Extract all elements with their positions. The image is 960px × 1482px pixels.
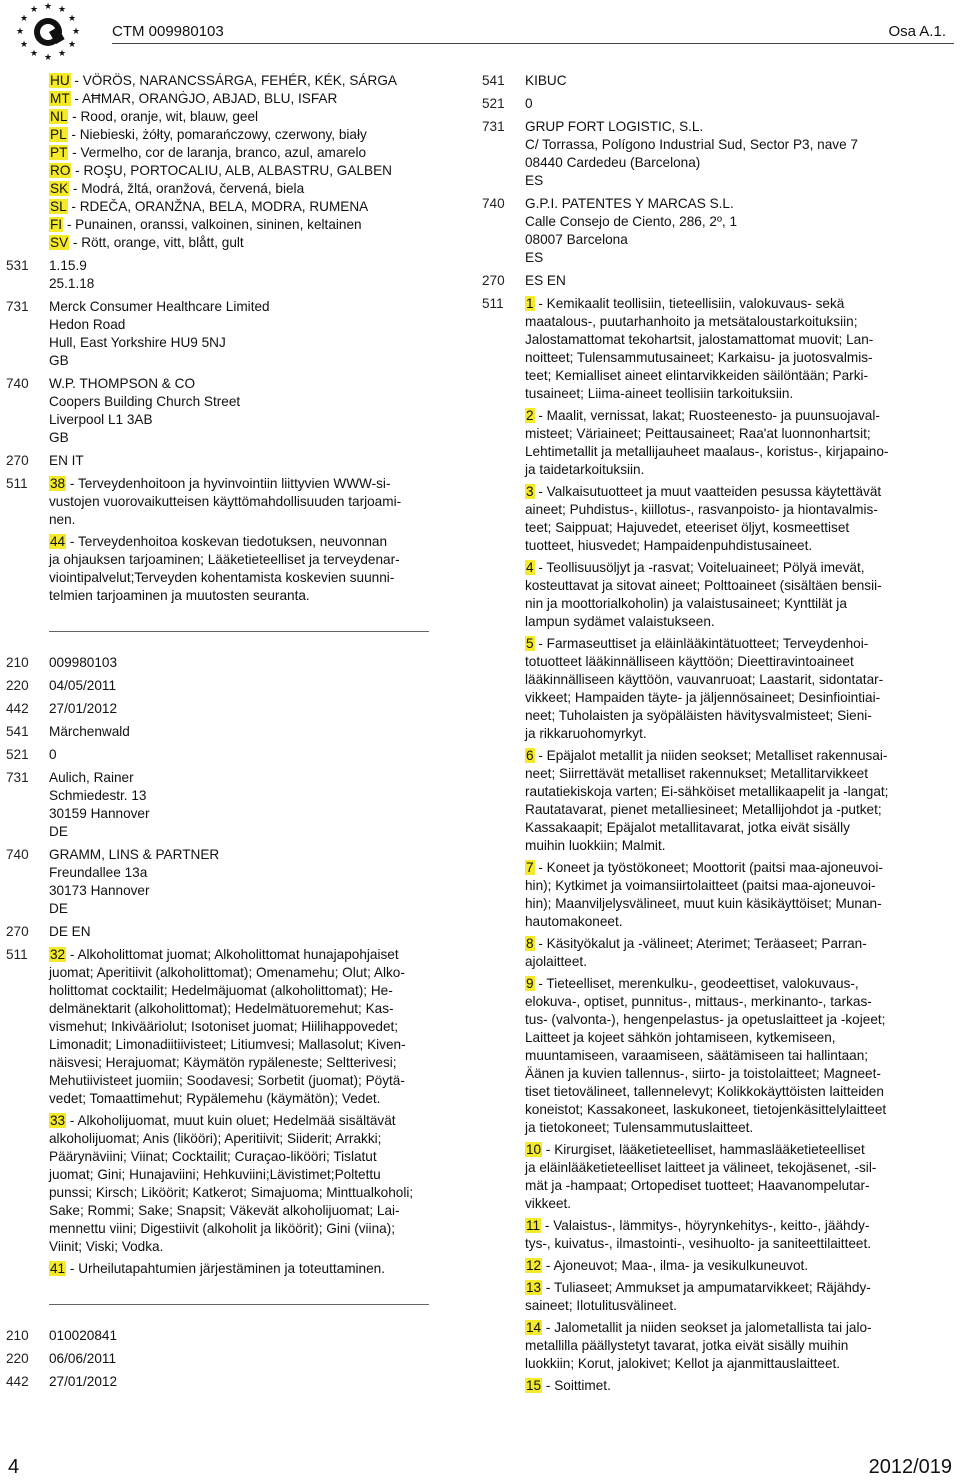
- field-value: [49, 654, 432, 672]
- class-number-badge: 8: [526, 936, 534, 951]
- goods-class-paragraph: [525, 407, 908, 479]
- value-line: GRUP FORT LOGISTIC, S.L.: [525, 119, 704, 134]
- color-text: - Punainen, oranssi, valkoinen, sininen, keltainen: [63, 217, 362, 232]
- class-number-badge: 38: [50, 476, 66, 491]
- value-line: Hull, East Yorkshire HU9 5NJ: [49, 335, 226, 350]
- class-number-badge: 33: [50, 1113, 66, 1128]
- goods-description: - Terveydenhoitoon ja hyvinvointiin liittyvien WWW-si- vustojen vuorovaikutteisen käyttömahdollisuuden tarjoami- nen.: [49, 476, 402, 527]
- field-code: 210: [6, 655, 29, 670]
- color-text: - Vermelho, cor de laranja, branco, azul, amarelo: [68, 145, 367, 160]
- goods-class-paragraph: [49, 1112, 432, 1256]
- goods-class-paragraph: [49, 1260, 432, 1278]
- value-line: DE EN: [49, 924, 91, 939]
- value-line: Freundallee 13a: [49, 865, 148, 880]
- color-line: [49, 72, 432, 90]
- value-line: ES EN: [525, 273, 566, 288]
- goods-class-paragraph: [525, 1377, 908, 1395]
- field-value: [49, 375, 432, 447]
- goods-list: [49, 475, 432, 609]
- class-number-badge: 11: [526, 1218, 541, 1233]
- goods-description: - Alkoholijuomat, muut kuin oluet; Hedelmää sisältävät alkoholijuomat; Anis (likööri); Aperitiivit; Siiderit; Arrakki; Päärynäviini; Viinat; Cocktailit; Curaçao-likööri; Tislatut juomat; Gini; Hunajaviini; Hehkuviini;Lävistimet;Poltettu punssi; Kirsch; Liköörit; Katkerot; Simajuoma; Minttualkoholi; Sake; Rommi; Sake; Snapsit; Väkevät alkoholijuomat; Lai- mennettu viini; Digestiivit (alkoholit ja liköörit); Gini (viina); Viinit; Viski; Vodka.: [49, 1113, 414, 1254]
- field-code: 210: [6, 1328, 29, 1343]
- goods-entry: [6, 475, 432, 609]
- goods-description: - Käsityökalut ja -välineet; Aterimet; Teräaseet; Parran- ajolaitteet.: [525, 936, 867, 969]
- field-entry: [482, 72, 908, 90]
- field-value: [49, 677, 432, 695]
- svg-text:★: ★: [43, 53, 53, 63]
- field-value: [525, 195, 908, 267]
- field-value: [49, 723, 432, 741]
- value-line: Aulich, Rainer: [49, 770, 134, 785]
- value-line: Schmiedestr. 13: [49, 788, 147, 803]
- svg-text:★: ★: [15, 27, 25, 37]
- goods-description: - Tuliaseet; Ammukset ja ampumatarvikkeet; Räjähdy- saineet; Ilotulitusvälineet.: [525, 1280, 871, 1313]
- color-line: [49, 144, 432, 162]
- goods-class-paragraph: [525, 747, 908, 855]
- goods-description: - Epäjalot metallit ja niiden seokset; Metalliset rakennusai- neet; Siirrettävät metalliset rakennukset; Metallitarvikkeet rautatiekiskoja varten; Ei-sähköiset metallikaapelit ja -langat; Rautatavarat, pienet metalliesineet; Metallijohdot ja -putket; Kassakaapit; Epäjalot metallitavarat, jotka eivät sisälly muihin luokkiin; Malmit.: [525, 748, 889, 853]
- class-number-badge: 15: [526, 1378, 542, 1393]
- field-code: 541: [482, 73, 505, 88]
- color-text: - Rött, orange, vitt, blått, gult: [69, 235, 244, 250]
- field-entry: [6, 746, 432, 764]
- goods-description: - Terveydenhoitoa koskevan tiedotuksen, neuvonnan ja ohjauksen tarjoaminen; Lääketieteelliset ja terveydenar- viointipalvelut;Terveyden kohentamista koskevien suunni- telmien tarjoaminen ja muutosten seuranta.: [49, 534, 400, 603]
- class-number-badge: 1: [526, 296, 534, 311]
- color-line: [49, 108, 432, 126]
- language-code-badge: SL: [50, 199, 67, 214]
- field-value: [49, 452, 432, 470]
- class-number-badge: 41: [50, 1261, 66, 1276]
- value-line: Calle Consejo de Ciento, 286, 2º, 1: [525, 214, 738, 229]
- class-number-badge: 4: [526, 560, 534, 575]
- goods-list: [525, 295, 908, 1399]
- document-title: CTM 009980103: [112, 23, 224, 40]
- svg-text:★: ★: [57, 49, 67, 59]
- field-value: [49, 298, 432, 370]
- value-line: ES: [525, 250, 544, 265]
- value-line: Coopers Building Church Street: [49, 394, 241, 409]
- goods-description: - Maalit, vernissat, lakat; Ruosteenesto- ja puunsuojaval- misteet; Väriaineet; Peittausaineet; Raa'at luonnonhartsit; Lehtimetallit ja metallijauheet maalaus-, koristus-, kirjapaino- ja taidetarkoituksiin.: [525, 408, 889, 477]
- field-code: 442: [6, 701, 29, 716]
- language-code-badge: NL: [50, 109, 68, 124]
- value-line: 08440 Cardedeu (Barcelona): [525, 155, 701, 170]
- field-entry: [6, 298, 432, 370]
- goods-class-paragraph: [525, 859, 908, 931]
- class-number-badge: 9: [526, 976, 534, 991]
- goods-entry: [482, 295, 908, 1399]
- value-line: 25.1.18: [49, 276, 95, 291]
- value-line: 27/01/2012: [49, 1374, 118, 1389]
- goods-class-paragraph: [49, 475, 432, 529]
- field-entry: [6, 923, 432, 941]
- field-value: [49, 746, 432, 764]
- goods-description: - Jalometallit ja niiden seokset ja jalometallista tai jalo- metallilla päällystetyt tavarat, jotka eivät sisälly muihin luokkiin; Korut, jalokivet; Kellot ja ajanmittauslaitteet.: [525, 1320, 872, 1371]
- value-line: 08007 Barcelona: [525, 232, 628, 247]
- language-code-badge: FI: [50, 217, 63, 232]
- field-value: [49, 1350, 432, 1368]
- field-code: 220: [6, 678, 29, 693]
- color-line: [49, 216, 432, 234]
- field-entry: [6, 1350, 432, 1368]
- goods-class-paragraph: [525, 975, 908, 1137]
- svg-text:★: ★: [67, 14, 77, 24]
- goods-class-paragraph: [525, 1257, 908, 1275]
- left-column: [6, 72, 432, 1391]
- goods-description: - Ajoneuvot; Maa-, ilma- ja vesikulkuneuvot.: [542, 1258, 809, 1273]
- field-value: [49, 769, 432, 841]
- color-line: [49, 90, 432, 108]
- value-line: 30173 Hannover: [49, 883, 150, 898]
- field-code: 731: [6, 770, 29, 785]
- language-code-badge: SV: [50, 235, 69, 250]
- field-value: [525, 72, 908, 90]
- field-entry: [482, 118, 908, 190]
- goods-description: - Valaistus-, lämmitys-, höyrynkehitys-, keitto-, jäähdy- tys-, kuivatus-, ilmastointi-, vesihuolto- ja saniteettilaitteet.: [525, 1218, 872, 1251]
- goods-entry: [6, 946, 432, 1282]
- value-line: 0: [49, 747, 57, 762]
- svg-text:★: ★: [29, 5, 39, 15]
- goods-class-paragraph: [525, 559, 908, 631]
- field-entry: [6, 257, 432, 293]
- value-line: W.P. THOMPSON & CO: [49, 376, 196, 391]
- field-value: [49, 1327, 432, 1345]
- goods-description: - Urheilutapahtumien järjestäminen ja toteuttaminen.: [66, 1261, 385, 1276]
- color-line: [49, 234, 432, 252]
- svg-text:★: ★: [19, 40, 29, 50]
- svg-text:★: ★: [43, 2, 53, 12]
- color-text: - AĦMAR, ORANĠJO, ABJAD, BLU, ISFAR: [70, 91, 338, 106]
- goods-description: - Koneet ja työstökoneet; Moottorit (paitsi maa-ajoneuvoi- hin); Kytkimet ja voimansiirtolaitteet (paitsi maa-ajoneuvoi- hin); Maanviljelysvälineet, muut kuin käsikäyttöiset; Munan- hautomakoneet.: [525, 860, 883, 929]
- goods-class-paragraph: [525, 1319, 908, 1373]
- goods-class-paragraph: [525, 483, 908, 555]
- goods-class-paragraph: [525, 295, 908, 403]
- field-entry: [6, 700, 432, 718]
- language-code-badge: HU: [50, 73, 70, 88]
- class-number-badge: 13: [526, 1280, 542, 1295]
- value-line: 27/01/2012: [49, 701, 118, 716]
- field-entry: [482, 95, 908, 113]
- field-code: 521: [482, 96, 505, 111]
- value-line: DE: [49, 824, 68, 839]
- goods-class-paragraph: [525, 1279, 908, 1315]
- field-value: [525, 95, 908, 113]
- field-entry: [6, 1373, 432, 1391]
- color-line: [49, 126, 432, 144]
- field-code: 270: [6, 453, 29, 468]
- value-line: C/ Torrassa, Polígono Industrial Sud, Sector P3, nave 7: [525, 137, 858, 152]
- field-value: [49, 257, 432, 293]
- field-code: 270: [482, 273, 505, 288]
- value-line: KIBUC: [525, 73, 567, 88]
- field-entry: [6, 677, 432, 695]
- field-entry: [6, 1327, 432, 1345]
- value-line: 010020841: [49, 1328, 118, 1343]
- value-line: Liverpool L1 3AB: [49, 412, 153, 427]
- goods-class-paragraph: [525, 935, 908, 971]
- field-value: [49, 700, 432, 718]
- field-entry: [6, 452, 432, 470]
- svg-text:★: ★: [57, 5, 67, 15]
- field-entry: [6, 654, 432, 672]
- class-number-badge: 44: [50, 534, 66, 549]
- goods-class-paragraph: [525, 1141, 908, 1213]
- language-code-badge: SK: [50, 181, 69, 196]
- field-entry: [6, 769, 432, 841]
- field-code: 531: [6, 258, 29, 273]
- value-line: 1.15.9: [49, 258, 87, 273]
- class-number-badge: 6: [526, 748, 534, 763]
- field-entry: [6, 723, 432, 741]
- goods-description: - Farmaseuttiset ja eläinlääkintätuotteet; Terveydenhoi- totuotteet lääkinnälliseen käyttöön; Dieettiravintoaineet lääkinnälliseen käyttöön, vauvanruoat; Laastarit, sidontatar- vikkeet; Hampaiden täyte- ja jäljennösaineet; Desinfiointiai- neet; Tuholaisten ja syöpäläisten hävitysvalmisteet; Sieni- ja rikkaruohomyrkyt.: [525, 636, 884, 741]
- value-line: GRAMM, LINS & PARTNER: [49, 847, 220, 862]
- svg-text:★: ★: [71, 27, 81, 37]
- language-code-badge: PT: [50, 145, 68, 160]
- field-code: 740: [6, 376, 29, 391]
- value-line: ES: [525, 173, 544, 188]
- value-line: Merck Consumer Healthcare Limited: [49, 299, 270, 314]
- goods-list: [49, 946, 432, 1282]
- goods-class-paragraph: [525, 635, 908, 743]
- field-value: [525, 272, 908, 290]
- color-text: - Rood, oranje, wit, blauw, geel: [68, 109, 259, 124]
- field-value: [49, 1373, 432, 1391]
- field-entry: [482, 272, 908, 290]
- class-number-badge: 12: [526, 1258, 542, 1273]
- value-line: EN IT: [49, 453, 84, 468]
- value-line: 009980103: [49, 655, 118, 670]
- goods-description: - Soittimet.: [542, 1378, 611, 1393]
- goods-class-paragraph: [49, 946, 432, 1108]
- field-entry: [482, 195, 908, 267]
- value-line: 04/05/2011: [49, 678, 117, 693]
- page-number: 4: [8, 1456, 20, 1478]
- section-label: Osa A.1.: [888, 23, 946, 40]
- language-code-badge: PL: [50, 127, 67, 142]
- class-number-badge: 14: [526, 1320, 542, 1335]
- eu-stars-logo-icon: [6, 2, 90, 68]
- color-line: [49, 162, 432, 180]
- goods-description: - Valkaisutuotteet ja muut vaatteiden pesussa käytettävät aineet; Puhdistus-, kiillotus-, rasvanpoisto- ja hiontavalmis- teet; Saippuat; Hajuvedet, eteeriset öljyt, kosmeettiset tuotteet, hiusvedet; Hampaidenpuhdistusaineet.: [525, 484, 882, 553]
- field-entry: [6, 846, 432, 918]
- right-column: [482, 72, 908, 1399]
- goods-description: - Tieteelliset, merenkulku-, geodeettiset, valokuvaus-, elokuva-, optiset, punnitus-, mittaus-, merkinanto-, tarkas- tus- (valvonta-), hengenpelastus- ja opetuslaitteet ja -kojeet; Laitteet ja kojeet sähkön johtamiseen, kytkemiseen, muuntamiseen, varaamiseen, säätämiseen tai hallintaan; Äänen ja kuvien tallennus-, siirto- ja toistolaitteet; Magneet- tiset tietovälineet, tallennelevyt; Kolikkokäyttöisten laitteiden koneistot; Kassakoneet, laskukoneet, tietojenkäsittelylaitteet ja tietokoneet; Tulensammutuslaitteet.: [525, 976, 887, 1135]
- color-text: - VÖRÖS, NARANCSSÁRGA, FEHÉR, KÉK, SÁRGA: [70, 73, 397, 88]
- field-value: [525, 118, 908, 190]
- goods-description: - Alkoholittomat juomat; Alkoholittomat hunajapohjaiset juomat; Aperitiivit (alkoholittomat); Omenamehu; Olut; Alko- holittomat cocktailit; Hedelmäjuomat (alkoholittomat); He- delmänektarit (alkoholittomat); Hedelmätuoremehut; Kas- vismehut; Inkivääriolut; Isotoniset juomat; Hiilihappovedet; Limonadit; Limonadiitiivisteet; Litiumvesi; Mallasolut; Kiven- näisvesi; Herajuomat; Käymätön rypäleneste; Seltterivesi; Mehutiivisteet juomiin; Soodavesi; Sorbetit (juomat); Pöytä- vedet; Tomaattimehut; Rypälemehu (käymätön); Vedet.: [49, 947, 406, 1106]
- class-number-badge: 3: [526, 484, 534, 499]
- class-number-badge: 32: [50, 947, 66, 962]
- value-line: G.P.I. PATENTES Y MARCAS S.L.: [525, 196, 734, 211]
- svg-text:★: ★: [67, 40, 77, 50]
- goods-description: - Kemikaalit teollisiin, tieteellisiin, valokuvaus- sekä maatalous-, puutarhanhoito ja metsätaloustarkoituksiin; Jalostamattomat tekohartsit, jalostamattomat muovit; Lan- noitteet; Tulensammutusaineet; Karkaisu- ja juotosvalmis- teet; Kemialliset aineet elintarvikkeiden säilöntään; Parki- tusaineet; Liima-aineet teollisiin tarkoituksiin.: [525, 296, 874, 401]
- field-code: 220: [6, 1351, 29, 1366]
- color-line: [49, 198, 432, 216]
- value-line: Hedon Road: [49, 317, 126, 332]
- field-value: [49, 846, 432, 918]
- field-entry: [6, 375, 432, 447]
- value-line: 30159 Hannover: [49, 806, 150, 821]
- field-code: 731: [6, 299, 29, 314]
- field-code: 521: [6, 747, 29, 762]
- value-line: 06/06/2011: [49, 1351, 117, 1366]
- color-text: - ROŞU, PORTOCALIU, ALB, ALBASTRU, GALBEN: [71, 163, 392, 178]
- field-code: 511: [6, 947, 28, 962]
- field-code: 442: [6, 1374, 29, 1389]
- value-line: Märchenwald: [49, 724, 130, 739]
- svg-text:★: ★: [19, 14, 29, 24]
- field-code: 541: [6, 724, 29, 739]
- header-rule: [112, 43, 954, 44]
- field-code: 731: [482, 119, 505, 134]
- language-code-badge: RO: [50, 163, 71, 178]
- color-text: - Niebieski, żółty, pomarańczowy, czerwony, biały: [67, 127, 367, 142]
- field-code: 511: [6, 476, 28, 491]
- class-number-badge: 2: [526, 408, 534, 423]
- color-text: - RDEČA, ORANŽNA, BELA, MODRA, RUMENA: [67, 199, 369, 214]
- class-number-badge: 5: [526, 636, 534, 651]
- field-code: 740: [6, 847, 29, 862]
- field-code: 511: [482, 296, 504, 311]
- field-code: 740: [482, 196, 505, 211]
- class-number-badge: 7: [526, 860, 534, 875]
- goods-description: - Teollisuusöljyt ja -rasvat; Voiteluaineet; Pölyä imevät, kosteuttavat ja sitovat aineet; Polttoaineet (sisältäen bensii- nin ja moottorialkoholin) ja valaistusaineet; Kynttilät ja lampun sydämet valaistukseen.: [525, 560, 882, 629]
- svg-text:★: ★: [29, 49, 39, 59]
- record-separator: [49, 1304, 429, 1305]
- field-code: 270: [6, 924, 29, 939]
- goods-class-paragraph: [525, 1217, 908, 1253]
- color-indications: [6, 72, 432, 252]
- page-header: [0, 0, 960, 63]
- value-line: GB: [49, 353, 69, 368]
- color-text: - Modrá, žltá, oranžová, červená, biela: [69, 181, 305, 196]
- value-line: 0: [525, 96, 533, 111]
- record-separator: [49, 631, 429, 632]
- color-line: [49, 180, 432, 198]
- goods-description: - Kirurgiset, lääketieteelliset, hammaslääketieteelliset ja eläinlääketieteelliset laitteet ja välineet, tekojäsenet, -sil- mät ja -hampaat; Ortopediset tuotteet; Haavanompelutar- vikkeet.: [525, 1142, 877, 1211]
- value-line: GB: [49, 430, 69, 445]
- field-code-blank: [6, 72, 49, 252]
- color-list: [49, 72, 432, 252]
- value-line: DE: [49, 901, 68, 916]
- goods-class-paragraph: [49, 533, 432, 605]
- language-code-badge: MT: [50, 91, 70, 106]
- class-number-badge: 10: [526, 1142, 542, 1157]
- issue-number: 2012/019: [868, 1456, 952, 1478]
- field-value: [49, 923, 432, 941]
